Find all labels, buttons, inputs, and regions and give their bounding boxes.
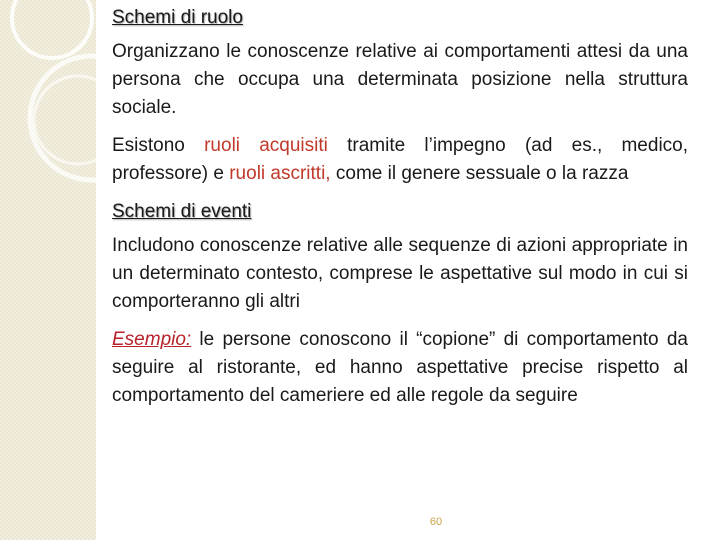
- events-heading: Schemi di eventi: [112, 201, 252, 222]
- roles-heading: Schemi di ruolo: [112, 7, 243, 28]
- example-text: le persone conoscono il “copione” di comportamento da seguire al ristorante, ed hanno aspettative precise rispetto al comportamento del cameriere ed alle regole da seguire: [112, 329, 688, 406]
- slide-content: [112, 4, 688, 410]
- roles-types-middle: tramite l’impegno (ad es., medico, professore) e: [112, 135, 689, 184]
- roles-types-paragraph: [112, 132, 688, 188]
- ascribed-roles-term: ruoli ascritti,: [229, 163, 331, 184]
- roles-types-before: Esistono: [112, 135, 205, 156]
- page-number: 60: [429, 516, 443, 528]
- circle-ornament-icon: [0, 0, 96, 540]
- roles-definition: Organizzano le conoscenze relative ai comportamenti attesi da una persona che occupa una determinata posizione nella struttura sociale.: [112, 41, 688, 118]
- events-definition: Includono conoscenze relative alle sequenze di azioni appropriate in un determinato contesto, comprese le aspettative sul modo in cui si comporteranno gli altri: [112, 235, 688, 312]
- roles-types-after: come il genere sessuale o la razza: [330, 163, 629, 184]
- example-paragraph: [112, 326, 688, 410]
- decorative-sidebar: [0, 0, 96, 540]
- acquired-roles-term: ruoli acquisiti: [204, 135, 328, 156]
- example-label: Esempio:: [112, 329, 192, 350]
